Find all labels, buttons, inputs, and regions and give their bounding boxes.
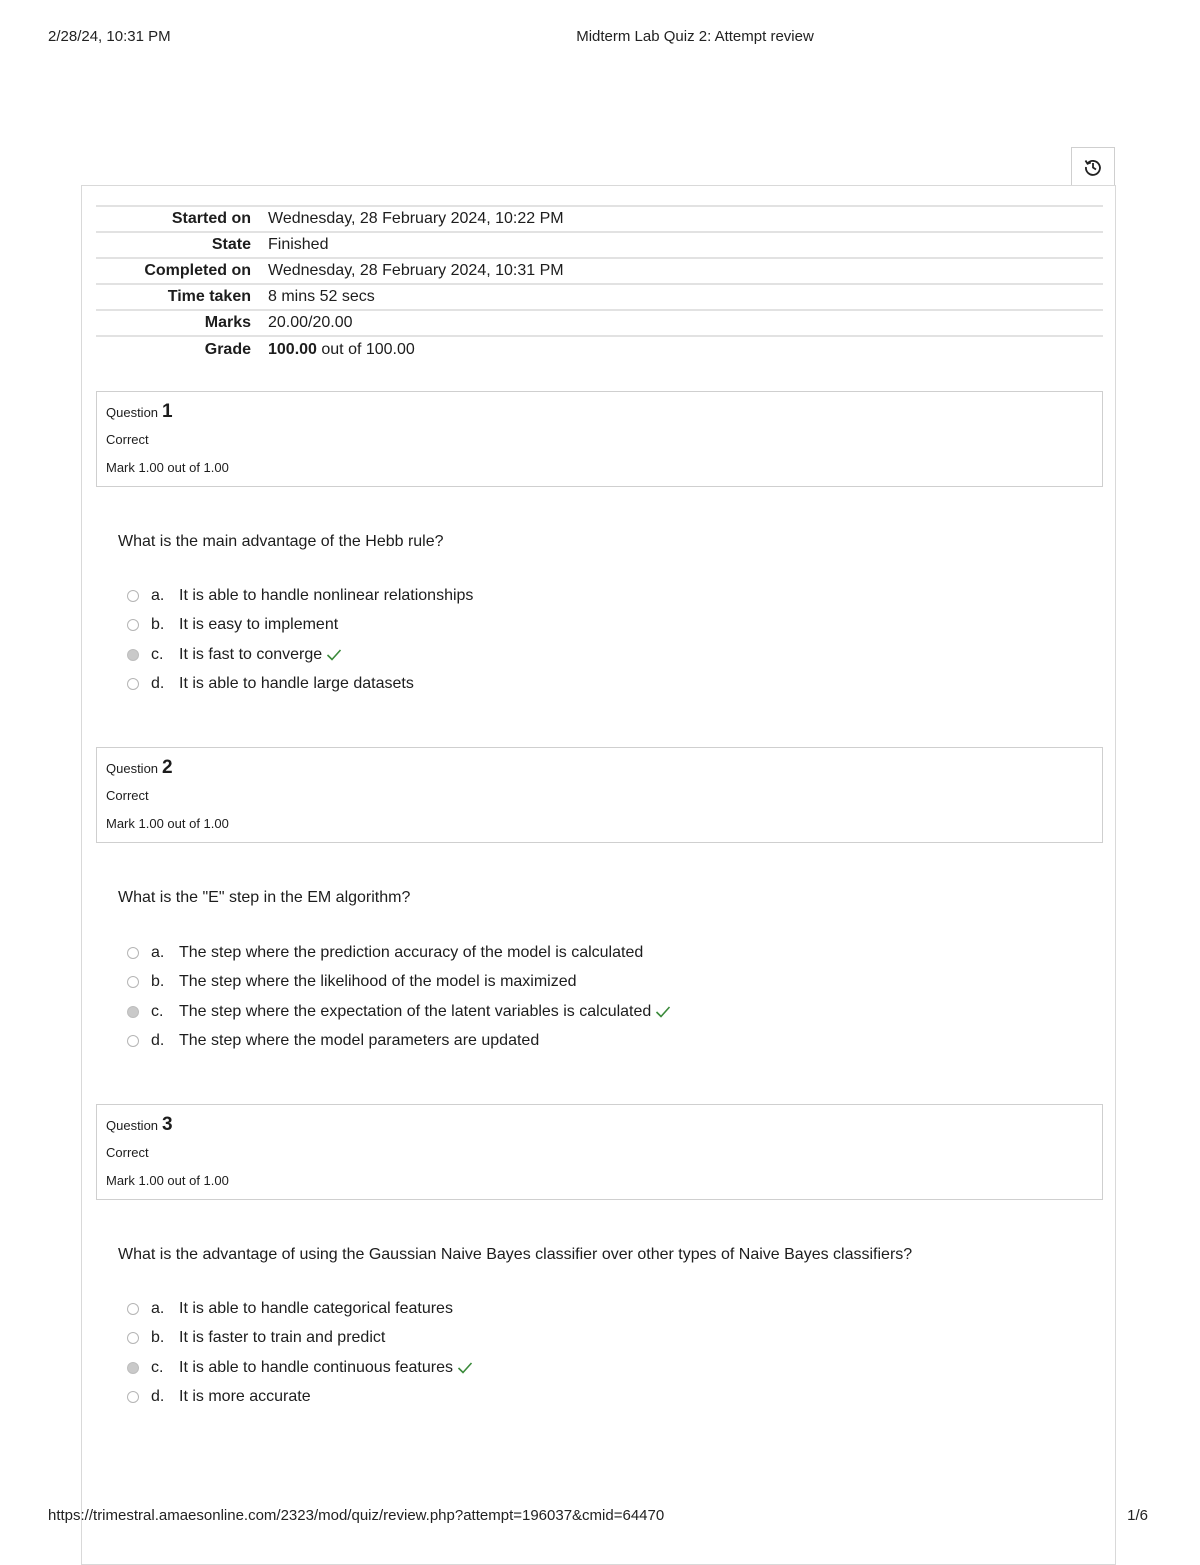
radio-button-selected[interactable] xyxy=(127,1362,139,1374)
summary-value: 20.00/20.00 xyxy=(268,314,353,331)
answer-letter: a. xyxy=(151,943,165,961)
summary-row-time-taken xyxy=(96,283,1103,309)
summary-label: Marks xyxy=(204,314,251,331)
answer-letter: c. xyxy=(151,1358,164,1376)
correct-check-icon xyxy=(326,648,342,662)
print-footer xyxy=(0,1507,1200,1527)
question-number: Question 3 xyxy=(106,1114,173,1135)
radio-button[interactable] xyxy=(127,1035,139,1047)
answer-letter: c. xyxy=(151,645,164,663)
summary-value xyxy=(268,341,415,359)
summary-value: 8 mins 52 secs xyxy=(268,288,375,305)
answer-text: It is more accurate xyxy=(179,1388,311,1406)
question-state: Correct xyxy=(106,432,149,447)
question-text-3: What is the advantage of using the Gaussian Naive Bayes classifier over other types of Naive Bayes classifiers? xyxy=(118,1246,913,1263)
radio-button-selected[interactable] xyxy=(127,649,139,661)
answer-option[interactable] xyxy=(127,640,473,670)
answer-letter: b. xyxy=(151,616,165,634)
answer-list-3 xyxy=(127,1294,473,1412)
answer-option[interactable] xyxy=(127,968,671,998)
grade-out-of: out of 100.00 xyxy=(316,341,415,358)
print-datetime: 2/28/24, 10:31 PM xyxy=(48,28,171,45)
question-text-1: What is the main advantage of the Hebb rule? xyxy=(118,533,444,550)
radio-button[interactable] xyxy=(127,678,139,690)
question-text-2: What is the "E" step in the EM algorithm? xyxy=(118,889,411,906)
summary-value: Wednesday, 28 February 2024, 10:31 PM xyxy=(268,262,564,279)
radio-button[interactable] xyxy=(127,619,139,631)
question-number: Question 2 xyxy=(106,757,173,778)
correct-check-icon xyxy=(655,1005,671,1019)
summary-label: Started on xyxy=(171,210,251,227)
answer-letter: b. xyxy=(151,1329,165,1347)
answer-text: The step where the expectation of the latent variables is calculated xyxy=(179,1002,652,1020)
answer-text: It is able to handle nonlinear relationships xyxy=(179,586,474,604)
question-mark: Mark 1.00 out of 1.00 xyxy=(106,460,229,475)
radio-button[interactable] xyxy=(127,976,139,988)
question-info-2 xyxy=(96,747,1103,843)
answer-option[interactable] xyxy=(127,1353,473,1383)
summary-value: Wednesday, 28 February 2024, 10:22 PM xyxy=(268,210,564,227)
answer-letter: d. xyxy=(151,1388,165,1406)
answer-letter: b. xyxy=(151,973,165,991)
radio-button-selected[interactable] xyxy=(127,1006,139,1018)
answer-option[interactable] xyxy=(127,1027,671,1057)
history-icon xyxy=(1083,157,1103,177)
answer-letter: d. xyxy=(151,675,165,693)
question-info-1 xyxy=(96,391,1103,487)
answer-text: The step where the model parameters are updated xyxy=(179,1032,540,1050)
question-state: Correct xyxy=(106,1145,149,1160)
print-header xyxy=(0,28,1200,48)
question-number: Question 1 xyxy=(106,401,173,422)
answer-option[interactable] xyxy=(127,1383,473,1413)
answer-text: It is able to handle categorical features xyxy=(179,1299,453,1317)
answer-option[interactable] xyxy=(127,670,473,700)
summary-label: State xyxy=(211,236,251,253)
radio-button[interactable] xyxy=(127,1391,139,1403)
grade-value: 100.00 xyxy=(268,341,317,358)
answer-option[interactable] xyxy=(127,1294,473,1324)
answer-letter: d. xyxy=(151,1032,165,1050)
answer-text: It is fast to converge xyxy=(179,645,323,663)
attempt-summary-table xyxy=(96,205,1103,363)
summary-row-completed xyxy=(96,257,1103,283)
print-title: Midterm Lab Quiz 2: Attempt review xyxy=(576,28,814,45)
answer-text: The step where the likelihood of the model is maximized xyxy=(179,973,577,991)
correct-check-icon xyxy=(457,1361,473,1375)
radio-button[interactable] xyxy=(127,1332,139,1344)
question-state: Correct xyxy=(106,788,149,803)
summary-label: Time taken xyxy=(167,288,251,305)
answer-option[interactable] xyxy=(127,611,473,641)
answer-text: It is easy to implement xyxy=(179,616,339,634)
print-page-number: 1/6 xyxy=(1127,1507,1148,1524)
summary-label: Grade xyxy=(204,341,251,358)
answer-text: It is able to handle large datasets xyxy=(179,675,414,693)
answer-letter: a. xyxy=(151,586,165,604)
summary-row-grade xyxy=(96,335,1103,363)
answer-list-2 xyxy=(127,938,671,1056)
print-url[interactable]: https://trimestral.amaesonline.com/2323/mod/quiz/review.php?attempt=196037&cmid=64470 xyxy=(48,1507,665,1524)
answer-list-1 xyxy=(127,581,473,699)
answer-text: It is able to handle continuous features xyxy=(179,1358,453,1376)
question-mark: Mark 1.00 out of 1.00 xyxy=(106,1173,229,1188)
summary-value: Finished xyxy=(268,236,329,253)
answer-option[interactable] xyxy=(127,938,671,968)
answer-option[interactable] xyxy=(127,997,671,1027)
question-info-3 xyxy=(96,1104,1103,1200)
answer-option[interactable] xyxy=(127,1324,473,1354)
answer-letter: a. xyxy=(151,1299,165,1317)
answer-text: The step where the prediction accuracy of the model is calculated xyxy=(179,943,644,961)
summary-row-marks xyxy=(96,309,1103,335)
summary-row-state xyxy=(96,231,1103,257)
answer-option[interactable] xyxy=(127,581,473,611)
history-button[interactable] xyxy=(1071,147,1115,185)
radio-button[interactable] xyxy=(127,1303,139,1315)
question-mark: Mark 1.00 out of 1.00 xyxy=(106,816,229,831)
radio-button[interactable] xyxy=(127,590,139,602)
radio-button[interactable] xyxy=(127,947,139,959)
answer-letter: c. xyxy=(151,1002,164,1020)
summary-row-started xyxy=(96,205,1103,231)
answer-text: It is faster to train and predict xyxy=(179,1329,386,1347)
summary-label: Completed on xyxy=(144,262,251,279)
